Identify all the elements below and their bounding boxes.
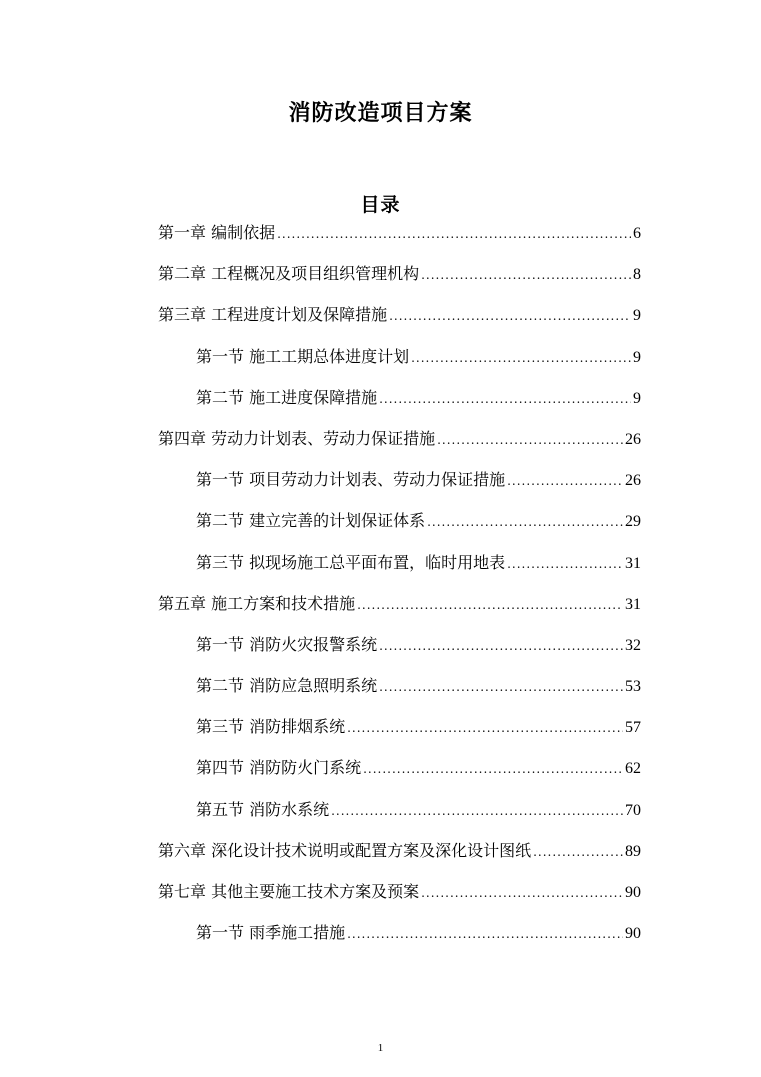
document-title: 消防改造项目方案 (288, 101, 473, 126)
toc-entry-section (0, 919, 761, 960)
toc-entry-page: 53 (625, 678, 641, 696)
toc-dot-leader (421, 261, 631, 289)
toc-entry-page: 90 (625, 884, 641, 901)
toc-entry-section (0, 384, 761, 425)
toc-dot-leader (357, 591, 623, 619)
toc-entry-section (0, 754, 761, 795)
toc-entry-label: 第三节 消防排烟系统 (196, 717, 346, 737)
toc-entry-section (0, 343, 761, 384)
toc-dot-leader (379, 385, 631, 413)
toc-dot-leader (427, 508, 623, 536)
toc-entry-label: 第一节 项目劳动力计划表、劳动力保证措施 (196, 470, 506, 490)
toc-entry-page: 26 (625, 430, 641, 448)
toc-entry-section (0, 631, 761, 672)
toc-entry-section (0, 713, 761, 754)
toc-entry-section (0, 549, 761, 590)
toc-entry-label: 第一节 雨季施工措施 (196, 923, 346, 943)
toc-dot-leader (411, 344, 631, 372)
toc-entry-chapter-3 (0, 301, 761, 342)
toc-entry-page: 90 (625, 925, 641, 943)
toc-dot-leader (277, 220, 631, 248)
toc-entry-page: 62 (625, 760, 641, 778)
page-number: 1 (377, 1042, 384, 1054)
toc-entry-page: 8 (633, 266, 641, 284)
toc-entry-page: 32 (625, 636, 641, 654)
toc-dot-leader (533, 838, 623, 866)
toc-entry-label: 第一章 编制依据 (158, 223, 276, 242)
toc-entry-label: 第二节 建立完善的计划保证体系 (196, 511, 426, 531)
toc-entry-label: 第四节 消防防火门系统 (196, 758, 362, 778)
toc-dot-leader (507, 550, 623, 578)
toc-entry-label: 第二节 施工进度保障措施 (196, 387, 378, 407)
toc-entry-page: 9 (633, 389, 641, 407)
toc-dot-leader (347, 714, 623, 742)
toc-entry-page: 26 (625, 472, 641, 490)
toc-entry-chapter-1 (0, 219, 761, 260)
toc-dot-leader (507, 467, 623, 495)
toc-dot-leader (347, 920, 623, 948)
toc-entry-page: 29 (625, 513, 641, 531)
toc-heading: 目录 (360, 194, 401, 216)
toc-entry-section (0, 796, 761, 837)
toc-entry-label: 第三节 拟现场施工总平面布置，临时用地表 (196, 552, 506, 572)
toc-dot-leader (379, 632, 623, 660)
toc-entry-label: 第七章 其他主要施工技术方案及预案 (158, 882, 420, 901)
toc-entry-label: 第三章 工程进度计划及保障措施 (158, 305, 388, 325)
toc-entry-page: 31 (625, 554, 641, 572)
toc-entry-label: 第五章 施工方案和技术措施 (158, 593, 356, 613)
toc-entry-label: 第二节 消防应急照明系统 (196, 676, 378, 696)
toc-entry-page: 89 (625, 842, 641, 860)
toc-entry-chapter-7 (0, 878, 761, 919)
toc-entry-page: 6 (633, 225, 641, 242)
toc-entry-section (0, 507, 761, 548)
toc-entry-page: 9 (633, 348, 641, 366)
toc-dot-leader (389, 302, 631, 330)
toc-entry-page: 31 (625, 595, 641, 613)
toc-entry-page: 70 (625, 801, 641, 819)
toc-entry-label: 第五节 消防水系统 (196, 799, 330, 819)
toc-dot-leader (331, 797, 623, 825)
toc-dot-leader (363, 755, 623, 783)
toc-entry-label: 第二章 工程概况及项目组织管理机构 (158, 264, 420, 284)
toc-entry-chapter-6 (0, 837, 761, 878)
toc-entry-label: 第六章 深化设计技术说明或配置方案及深化设计图纸 (158, 840, 532, 860)
table-of-contents (0, 219, 761, 960)
toc-entry-chapter-2 (0, 260, 761, 301)
toc-entry-chapter-4 (0, 425, 761, 466)
toc-entry-page: 9 (633, 307, 641, 325)
toc-dot-leader (379, 673, 623, 701)
toc-dot-leader (437, 426, 623, 454)
toc-entry-label: 第四章 劳动力计划表、劳动力保证措施 (158, 428, 436, 448)
toc-entry-section (0, 466, 761, 507)
toc-entry-page: 57 (625, 719, 641, 737)
toc-entry-label: 第一节 施工工期总体进度计划 (196, 346, 410, 366)
toc-dot-leader (421, 879, 623, 907)
toc-entry-section (0, 672, 761, 713)
toc-entry-chapter-5 (0, 590, 761, 631)
toc-entry-label: 第一节 消防火灾报警系统 (196, 634, 378, 654)
